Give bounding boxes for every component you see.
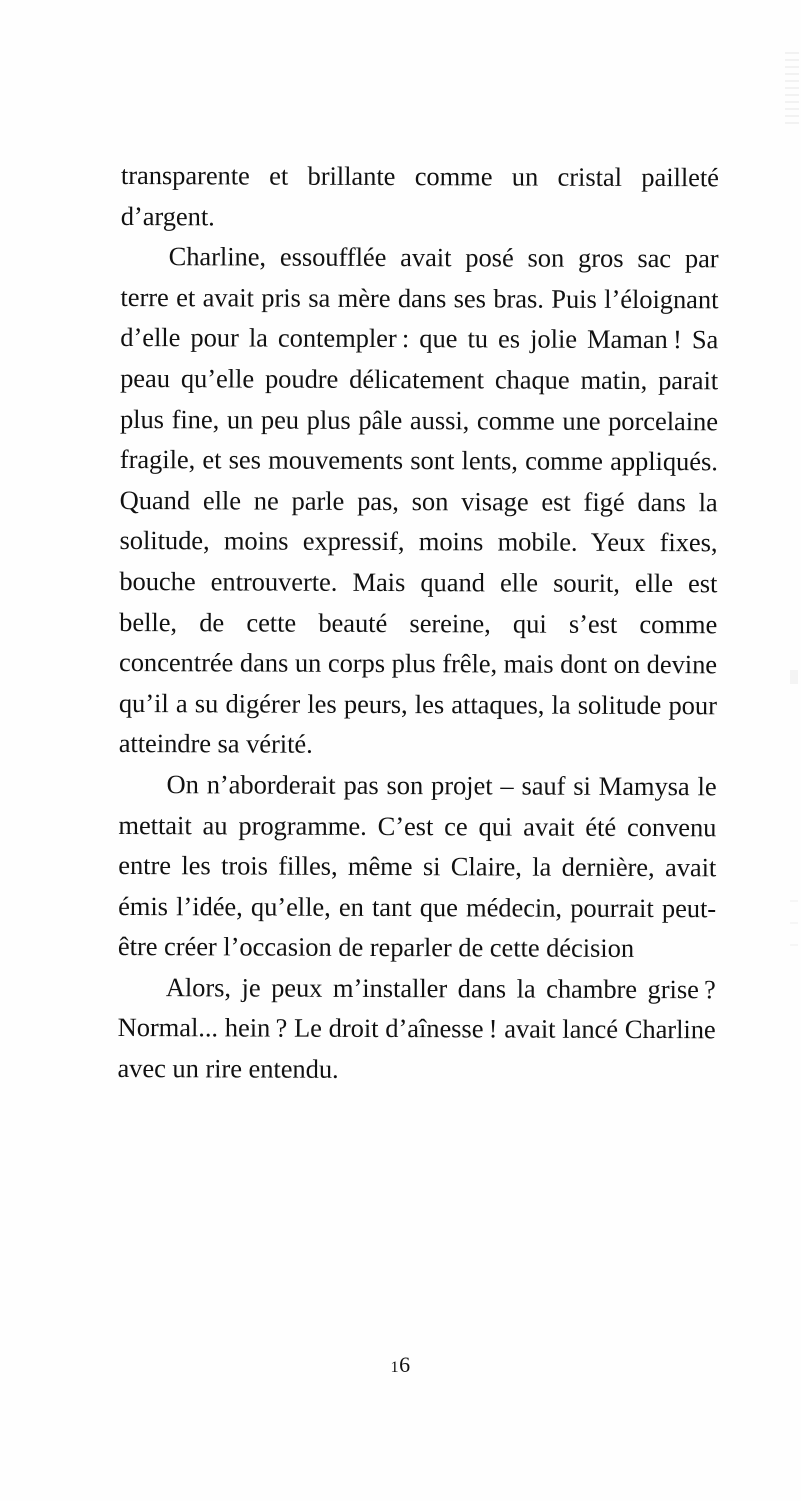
paragraph: transparente et brillante comme un cristal pailleté d’argent.	[120, 159, 719, 231]
scan-artifact-right-middle	[790, 670, 798, 684]
scan-artifact-right-lower	[790, 900, 798, 956]
page-number	[0, 1352, 801, 1380]
paragraph: On n’aborderait pas son projet – sauf si Mamysa le mettait au programme. C’est ce qui avait été convenu entre les trois filles, même si Claire, la dernière, avait émis l’idée, qu’elle, en tant que médecin, pourrait peut-être créer l’occasion de reparler de cette décision	[117, 769, 717, 964]
page-number-digit-2: 6	[399, 1352, 411, 1377]
page-number-digit-1: 1	[390, 1357, 400, 1377]
paragraph: Charline, essoufflée avait posé son gros sac par terre et avait pris sa mère dans ses bras. Puis l’éloignant d’elle pour la contempler : que tu es jolie Maman ! Sa peau qu’elle poudre délicatement chaque matin, parait plus fine, un peu plus pâle aussi, comme une porcelaine fragile, et ses mouvements sont lents, comme appliqués. Quand elle ne parle pas, son visage est figé dans la solitude, moins expressif, moins mobile. Yeux fixes, bouche entrouverte. Mais quand elle sourit, elle est belle, de cette beauté sereine, qui s’est comme concentrée dans un corps plus frêle, mais dont on devine qu’il a su digérer les peurs, les attaques, la solitude pour atteindre sa vérité.	[118, 241, 719, 760]
page-text-block	[117, 155, 719, 1091]
scan-artifact-right-top	[785, 52, 799, 128]
paragraph: Alors, je peux m’installer dans la chambre grise ? Normal... hein ? Le droit d’aînesse ! avait lancé Charline avec un rire entendu.	[117, 972, 716, 1084]
